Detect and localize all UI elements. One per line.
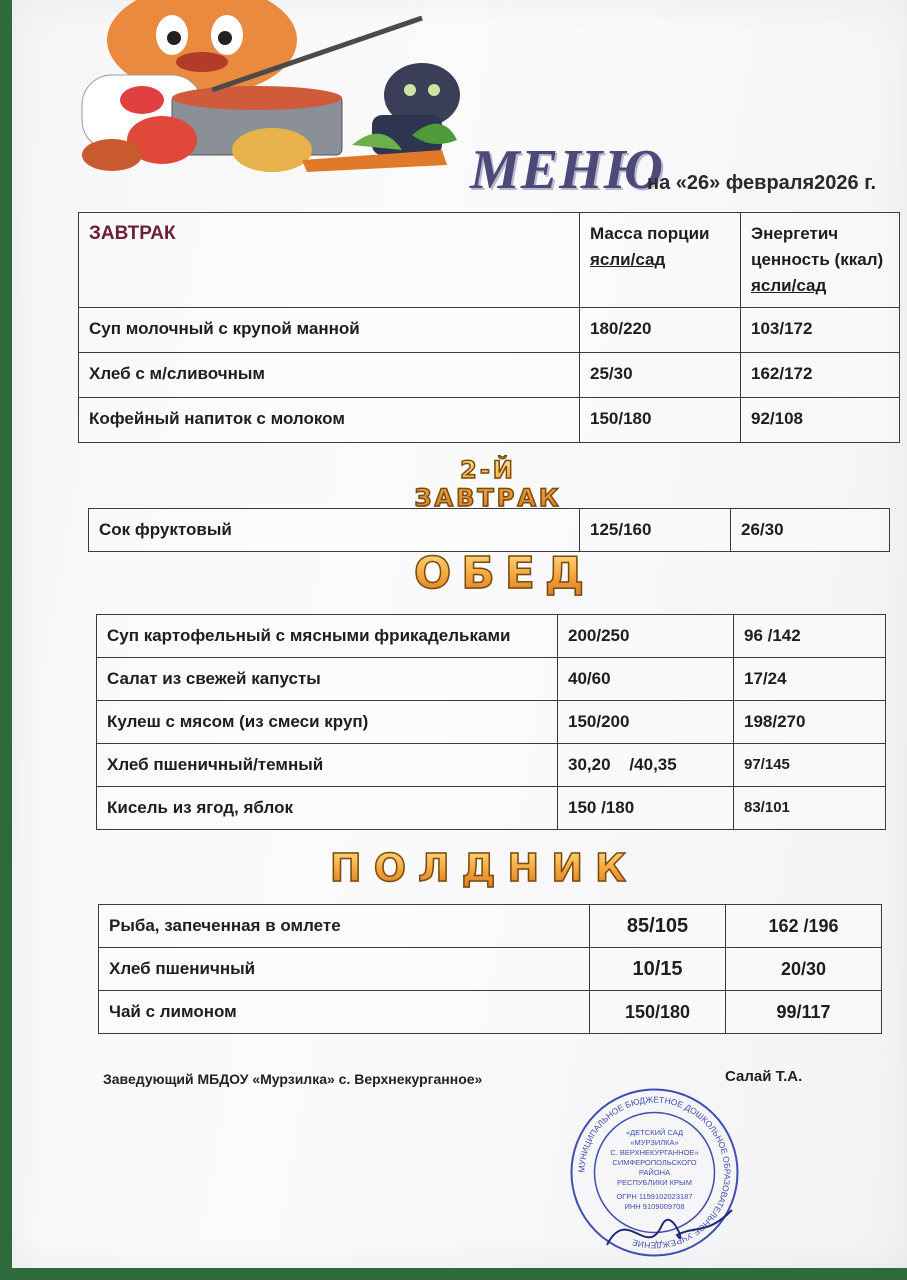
stamp-ring-text: МУНИЦИПАЛЬНОЕ БЮДЖЕТНОЕ ДОШКОЛЬНОЕ ОБРАЗОВАТЕЛЬНОЕ УЧРЕЖДЕНИЕ bbox=[576, 1094, 733, 1251]
official-stamp bbox=[567, 1085, 742, 1260]
portion-column-header bbox=[580, 213, 741, 308]
dish-portion: 150 /180 bbox=[558, 787, 734, 830]
energy-column-title-1: Энергетич bbox=[751, 224, 839, 243]
dish-energy: 20/30 bbox=[726, 948, 882, 991]
dish-portion: 200/250 bbox=[558, 615, 734, 658]
stamp-ogrn: ОГРН 1159102023187 bbox=[616, 1192, 693, 1201]
dish-portion: 150/200 bbox=[558, 701, 734, 744]
dish-energy: 198/270 bbox=[734, 701, 886, 744]
dish-name: Кофейный напиток с молоком bbox=[79, 398, 580, 443]
table-row bbox=[99, 948, 882, 991]
breakfast-label: ЗАВТРАК bbox=[89, 223, 176, 244]
dish-energy: 103/172 bbox=[741, 308, 900, 353]
breakfast-table bbox=[78, 212, 900, 443]
table-row bbox=[97, 744, 886, 787]
lunch-label: ОБЕД bbox=[384, 548, 624, 599]
portion-column-sub: ясли/сад bbox=[590, 250, 666, 269]
dish-portion: 85/105 bbox=[590, 905, 726, 948]
dish-name: Рыба, запеченная в омлете bbox=[99, 905, 590, 948]
menu-sheet bbox=[12, 0, 907, 1268]
dish-name: Хлеб пшеничный/темный bbox=[97, 744, 558, 787]
table-row bbox=[97, 701, 886, 744]
dish-energy: 26/30 bbox=[731, 509, 890, 552]
dish-portion: 125/160 bbox=[580, 509, 731, 552]
portion-column-title: Масса порции bbox=[590, 224, 710, 243]
table-row bbox=[79, 353, 900, 398]
stamp-inn: ИНН 9109009708 bbox=[624, 1202, 685, 1211]
snack-table bbox=[98, 904, 882, 1034]
dish-energy: 17/24 bbox=[734, 658, 886, 701]
dish-name: Салат из свежей капусты bbox=[97, 658, 558, 701]
second-breakfast-label: 2-Й ЗАВТРАК bbox=[388, 456, 588, 512]
dish-name: Кисель из ягод, яблок bbox=[97, 787, 558, 830]
stamp-line-6: РЕСПУБЛИКИ КРЫМ bbox=[617, 1178, 692, 1187]
stamp-line-3: С. ВЕРХНЕКУРГАННОЕ» bbox=[610, 1148, 699, 1157]
table-row bbox=[79, 398, 900, 443]
dish-portion: 10/15 bbox=[590, 948, 726, 991]
dish-name: Чай с лимоном bbox=[99, 991, 590, 1034]
second-breakfast-table bbox=[88, 508, 890, 552]
dish-energy: 96 /142 bbox=[734, 615, 886, 658]
table-row bbox=[97, 658, 886, 701]
energy-column-header bbox=[741, 213, 900, 308]
table-row bbox=[89, 509, 890, 552]
dish-portion: 180/220 bbox=[580, 308, 741, 353]
dish-portion: 40/60 bbox=[558, 658, 734, 701]
dish-portion: 30,20 /40,35 bbox=[558, 744, 734, 787]
menu-title: МЕНЮ bbox=[470, 139, 664, 201]
dish-portion: 25/30 bbox=[580, 353, 741, 398]
table-row bbox=[99, 991, 882, 1034]
dish-energy: 162/172 bbox=[741, 353, 900, 398]
table-row bbox=[99, 905, 882, 948]
dish-name: Сок фруктовый bbox=[89, 509, 580, 552]
dish-name: Суп картофельный с мясными фрикадельками bbox=[97, 615, 558, 658]
dish-energy: 83/101 bbox=[734, 787, 886, 830]
lunch-table bbox=[96, 614, 886, 830]
stamp-line-1: «ДЕТСКИЙ САД bbox=[625, 1128, 684, 1137]
head-title: Заведующий МБДОУ «Мурзилка» с. Верхнекурганное» bbox=[103, 1071, 483, 1087]
chef-illustration bbox=[52, 0, 462, 200]
table-header-row bbox=[79, 213, 900, 308]
stamp-line-4: СИМФЕРОПОЛЬСКОГО bbox=[612, 1158, 697, 1167]
stamp-line-5: РАЙОНА bbox=[638, 1168, 671, 1177]
dish-portion: 150/180 bbox=[590, 991, 726, 1034]
dish-energy: 99/117 bbox=[726, 991, 882, 1034]
table-row bbox=[97, 787, 886, 830]
dish-energy: 97/145 bbox=[734, 744, 886, 787]
dish-portion: 150/180 bbox=[580, 398, 741, 443]
dish-name: Хлеб пшеничный bbox=[99, 948, 590, 991]
dish-name: Кулеш с мясом (из смеси круп) bbox=[97, 701, 558, 744]
dish-energy: 92/108 bbox=[741, 398, 900, 443]
head-name: Салай Т.А. bbox=[725, 1068, 803, 1085]
table-row bbox=[79, 308, 900, 353]
dish-energy: 162 /196 bbox=[726, 905, 882, 948]
table-row bbox=[97, 615, 886, 658]
energy-column-sub: ясли/сад bbox=[751, 276, 827, 295]
dish-name: Хлеб с м/сливочным bbox=[79, 353, 580, 398]
energy-column-title-2: ценность (ккал) bbox=[751, 250, 884, 269]
stamp-line-2: «МУРЗИЛКА» bbox=[630, 1138, 679, 1147]
snack-label: ПОЛДНИК bbox=[274, 846, 694, 890]
dish-name: Суп молочный с крупой манной bbox=[79, 308, 580, 353]
menu-date: на «26» февраля2026 г. bbox=[647, 172, 877, 194]
